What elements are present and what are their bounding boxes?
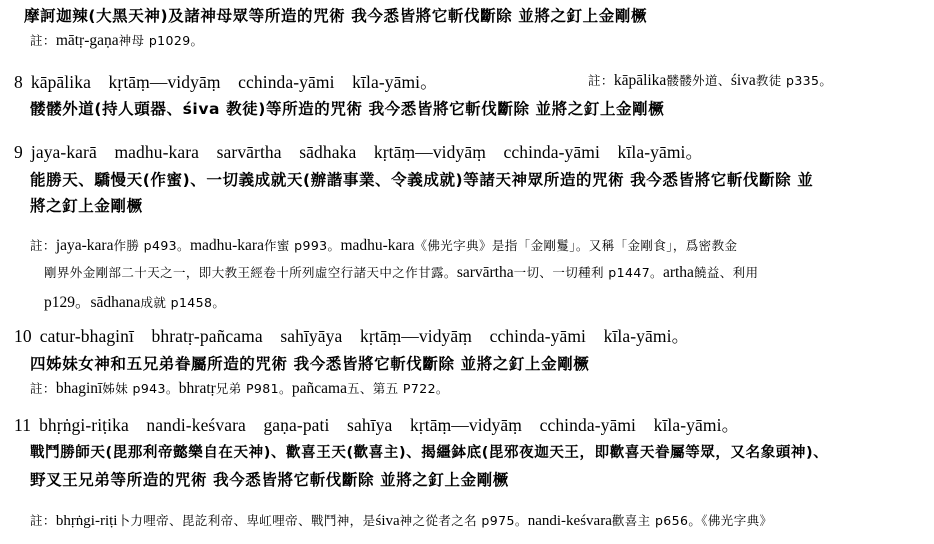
entry-9-translation-line1: 能勝天、驕慢天(作蜜)、一切義成就天(辦諧事業、令義成就)等諸天神眾所造的咒術 我今悉皆將它斬伐斷除 並 [30,171,814,189]
note-gloss-3: 《佛光字典》是指「金剛鬘」。又稱「金剛食」，爲密教金 [414,238,738,253]
note-term: mātṛ-gaṇa [55,32,119,49]
entry-text: bhṛṅgi-riṭika nandi-keśvara gaṇa-pati sahīya kṛtāṃ—vidyāṃ cchinda-yāmi kīla-yāmi。 [39,415,740,435]
entry-11-transliteration [14,412,739,437]
note-gloss: 神母 p1029。 [118,33,204,48]
entry-text: catur-bhaginī bhratṛ-pañcama sahīyāya kṛtāṃ—vidyāṃ cchinda-yāmi kīla-yāmi。 [39,326,690,346]
entry-10-annotation [30,379,449,398]
note-gloss-2: 神之從者之名 p975。 [399,513,528,528]
note-term-3: madhu-kara [340,237,415,254]
note-label: 註： [30,238,56,253]
note-term: bhaginī [55,380,103,397]
entry-number: 8 [14,72,23,92]
note-term-3: nandi-keśvara [527,513,612,529]
note-term-2: bhratṛ [178,380,216,397]
entry-number: 9 [14,142,23,162]
entry-number: 11 [14,415,32,435]
note-gloss: 成就 p1458。 [140,295,226,310]
entry-11-translation-line1: 戰鬥勝師天(毘那利帝懿樂自在天神)、歡喜王天(歡喜主)、揭繮鉢底(毘邪夜迦天王，即歡喜天眷屬等眾，又名象頭神)、 [30,445,829,461]
note-gloss-3: 五、第五 P722。 [346,381,449,396]
note-gloss: 姊妹 p943。 [102,381,179,396]
note-gloss: 作勝 p493。 [113,238,190,253]
entry-number: 10 [14,326,32,346]
entry-8-transliteration [14,69,438,94]
note-gloss: 髅髅外道、 [666,73,731,88]
entry-9-transliteration [14,139,703,164]
note-term-2: madhu-kara [189,237,264,254]
note-term: kāpālika [613,72,667,89]
entry-text: kāpālika kṛtāṃ—vidyāṃ cchinda-yāmi kīla-yāmi。 [30,72,438,92]
entry-9-annotation-line2 [44,263,758,282]
entry-10-translation: 四姊妹女神和五兄弟眷屬所造的咒術 我今悉皆將它斬伐斷除 並將之釘上金剛橛 [30,355,590,373]
note-gloss-3: 饒益、利用 [693,265,759,280]
note-gloss-2: 作蜜 p993。 [263,238,341,253]
entry-8-annotation [588,71,832,90]
note-gloss-3: 歡喜主 p656。《佛光字典》 [611,513,773,528]
note-label: 註： [30,381,56,396]
entry-8-translation: 髅髅外道(持人頭器、śiva 教徒)等所造的咒術 我今悉皆將它斬伐斷除 並將之釘上金剛橛 [30,100,665,118]
annotation-line [30,31,203,50]
note-term-2: artha [662,264,694,281]
note-gloss-2: 一切、一切種利 p1447。 [513,265,663,280]
translation-line: 摩訶迦辣(大黑天神)及諸神母眾等所造的咒術 我今悉皆將它斬伐斷除 並將之釘上金剛橛 [24,7,648,25]
note-term: bhṛṅgi-riṭi [55,513,118,529]
note-term-3: pañcama [291,380,347,397]
note-term-2: śiva [730,72,756,89]
note-gloss: 卜力哩帝、毘訖利帝、卑屸哩帝、戰鬥神，是 [117,513,376,528]
entry-11-annotation [30,511,772,530]
entry-10-transliteration [14,323,689,348]
entry-9-annotation-line3 [44,290,225,312]
entry-11-translation-line2: 野叉王兄弟等所造的咒術 我今悉皆將它斬伐斷除 並將之釘上金剛橛 [30,471,509,489]
note-term-2: śiva [375,513,400,529]
note-term: jaya-kara [55,237,114,254]
entry-9-annotation-line1 [30,236,737,255]
note-gloss-2: 教徒 p335。 [755,73,833,88]
entry-9-translation-line2: 將之釘上金剛橛 [30,197,143,215]
note-label: 註： [30,33,56,48]
note-term: sādhana [90,294,141,311]
note-label: 註： [30,513,56,528]
entry-text: jaya-karā madhu-kara sarvārtha sādhaka kṛtāṃ—vidyāṃ cchinda-yāmi kīla-yāmi。 [30,142,704,162]
note-label: 註： [588,73,614,88]
note-page-ref: p129。 [44,294,91,311]
note-gloss-2: 兄弟 P981。 [215,381,292,396]
note-gloss: 剛界外金剛部二十天之一，即大教王經卷十所列虛空行諸天中之作甘露。 [44,265,457,280]
note-term: sarvārtha [456,264,514,281]
